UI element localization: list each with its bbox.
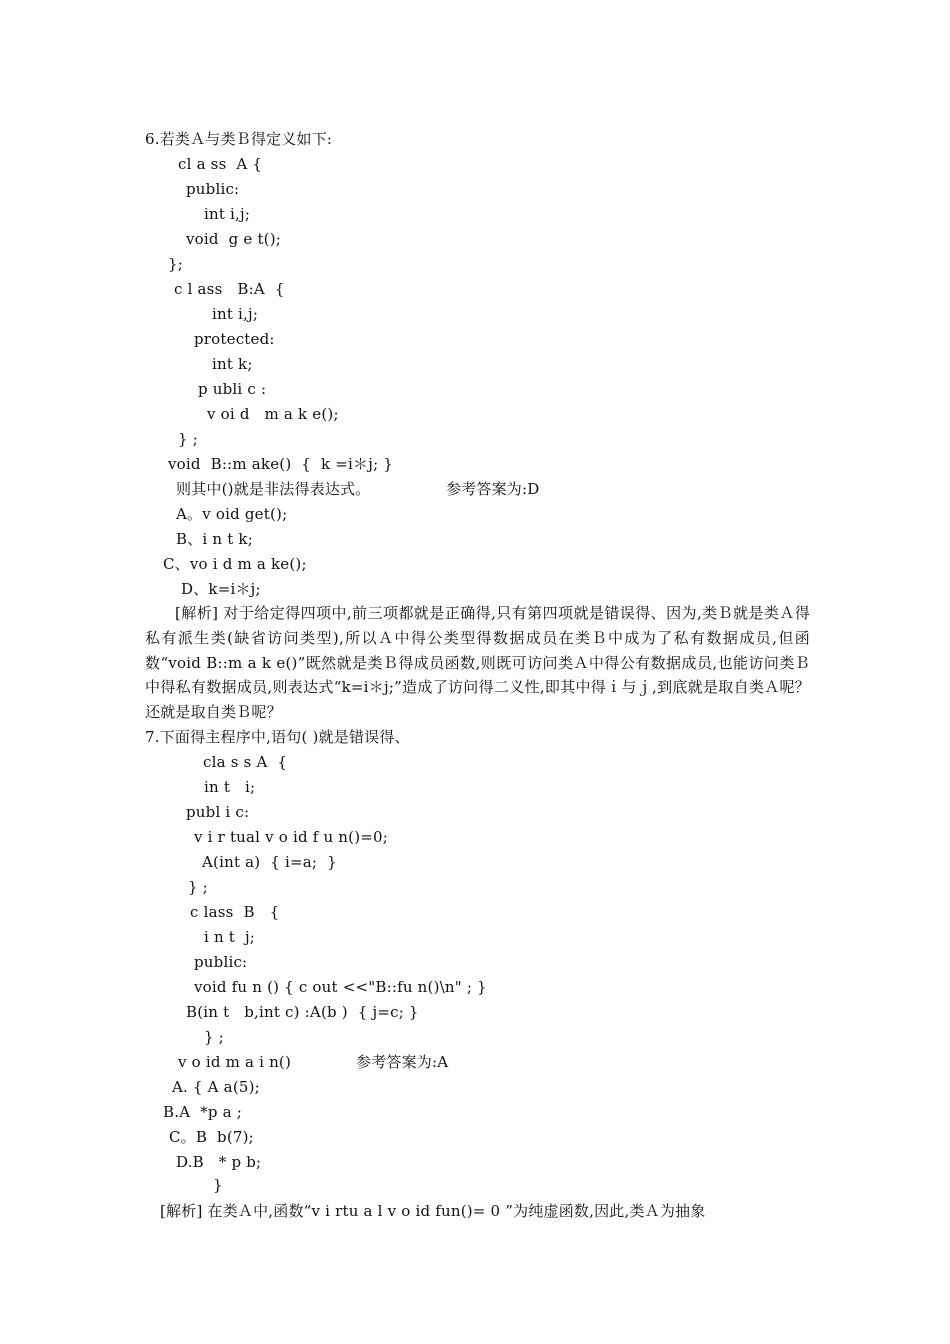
q7-code-line: in t i; bbox=[204, 778, 256, 796]
q6-code-line: c l ass B:A { bbox=[174, 280, 285, 298]
q6-code-line: }; bbox=[168, 255, 183, 273]
q7-option-b: B.A *p a ; bbox=[163, 1103, 242, 1121]
q7-option-d: D.B * p b; bbox=[176, 1153, 262, 1171]
q6-code-line: } ; bbox=[178, 430, 198, 448]
q7-closing-brace: } bbox=[213, 1176, 223, 1194]
q6-option-b: B、i n t k; bbox=[176, 530, 253, 548]
q7-title: 7.下面得主程序中,语句( )就是错误得、 bbox=[145, 728, 410, 746]
q7-code-line: c lass B { bbox=[190, 903, 280, 921]
q7-code-line: A(int a) { i=a; } bbox=[202, 853, 337, 871]
q6-code-line: protected: bbox=[194, 330, 275, 348]
q6-code-line: p ubli c : bbox=[198, 380, 267, 398]
q6-answer: 参考答案为:D bbox=[446, 480, 540, 498]
q6-option-c: C、vo i d m a ke(); bbox=[163, 555, 307, 573]
q6-code-line: int i,j; bbox=[212, 305, 259, 323]
q7-code-line: void fu n () { c out <<"B::fu n()\n" ; } bbox=[194, 978, 487, 996]
q7-analysis: [解析] 在类Ａ中,函数“v i rtu a l v o id fun()= 0 ”为纯虚函数,因此,类Ａ为抽象 bbox=[160, 1202, 706, 1220]
q6-code-line: cl a ss A { bbox=[178, 155, 263, 173]
q7-code-line: v o id m a i n() bbox=[178, 1053, 292, 1071]
q7-answer: 参考答案为:A bbox=[356, 1053, 449, 1071]
q6-title: 6.若类Ａ与类Ｂ得定义如下: bbox=[145, 130, 333, 148]
q7-code-line: } ; bbox=[204, 1028, 224, 1046]
q7-code-line: cla s s A { bbox=[203, 753, 288, 771]
q6-question: 则其中()就是非法得表达式。 bbox=[176, 480, 371, 498]
q7-code-line: public: bbox=[194, 953, 248, 971]
q7-code-line: B(in t b,int c) :A(b ) { j=c; } bbox=[186, 1003, 419, 1021]
q7-option-a: A. { A a(5); bbox=[172, 1078, 260, 1096]
q6-analysis-text: [解析] 对于给定得四项中,前三项都就是正确得,只有第四项就是错误得、因为,类Ｂ就是类Ａ得私有派生类(缺省访问类型),所以Ａ中得公类型得数据成员在类Ｂ中成为了私有数据成员,但函数“void B::m a k e()”既然就是类Ｂ得成员函数,则既可访问类Ａ中得公有数据成员,也能访问类Ｂ中得私有数据成员,则表达式“k=i＊j;”造成了访问得二义性,即其中得ｉ与ｊ,到底就是取自类Ａ呢？还就是取自类Ｂ呢？ bbox=[145, 604, 810, 722]
q6-option-d: D、k=i＊j; bbox=[181, 580, 261, 598]
q7-code-line: i n t j; bbox=[204, 928, 256, 946]
q6-code-line: void B::m ake() { k =i＊j; } bbox=[168, 455, 394, 473]
q7-code-line: v i r tual v o id f u n()=0; bbox=[194, 828, 389, 846]
q6-analysis bbox=[145, 601, 810, 725]
q6-code-line: void g e t(); bbox=[186, 230, 282, 248]
q7-option-c: C。B b(7); bbox=[169, 1128, 254, 1146]
q6-code-line: int i,j; bbox=[204, 205, 251, 223]
q6-code-line: int k; bbox=[212, 355, 253, 373]
q6-option-a: A。v oid get(); bbox=[176, 505, 288, 523]
q6-code-line: v oi d m a k e(); bbox=[207, 405, 339, 423]
q7-code-line: } ; bbox=[188, 878, 208, 896]
q7-code-line: publ i c: bbox=[186, 803, 250, 821]
q6-code-line: public: bbox=[186, 180, 240, 198]
